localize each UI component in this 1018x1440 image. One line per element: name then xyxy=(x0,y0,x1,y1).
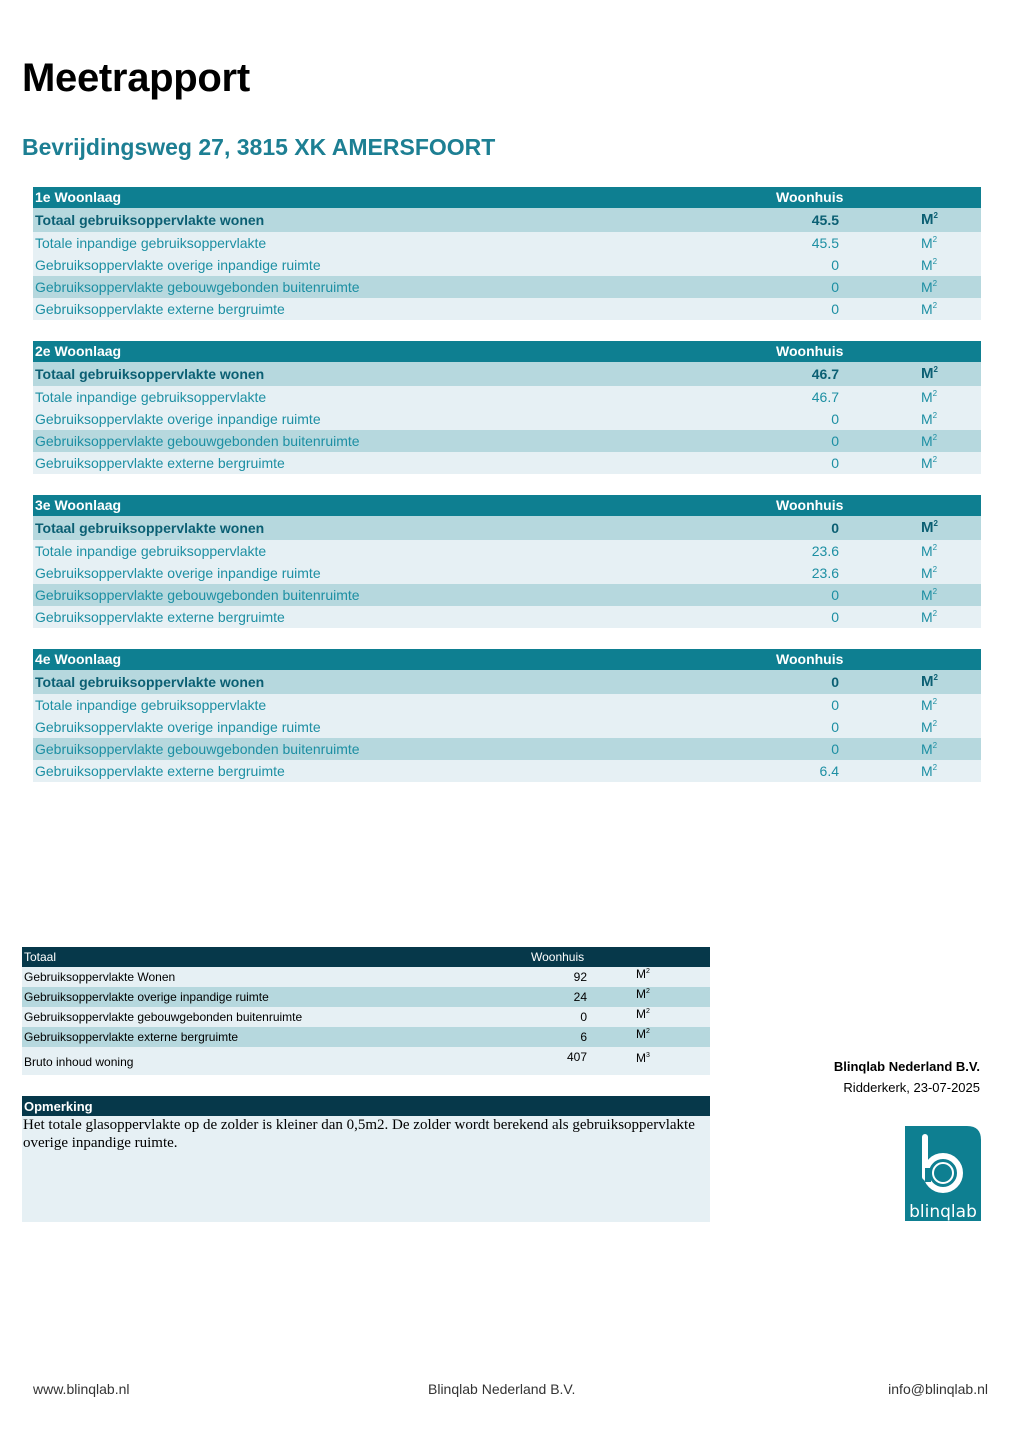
layer-table-3 xyxy=(33,495,981,628)
row-label: Totaal gebruiksoppervlakte wonen xyxy=(35,520,265,536)
row-label: Gebruiksoppervlakte externe bergruimte xyxy=(24,1030,239,1044)
blinqlab-logo-icon xyxy=(905,1126,981,1221)
layer-header xyxy=(33,187,981,208)
row-value: 0 xyxy=(831,741,839,757)
row-value: 0 xyxy=(831,674,839,690)
row-label: Gebruiksoppervlakte overige inpandige ruimte xyxy=(35,565,321,581)
unit-label: $M^2$ xyxy=(921,565,938,581)
layer-title: 3e Woonlaag xyxy=(35,497,122,513)
logo-text: blinqlab xyxy=(909,1202,977,1221)
row-value: 0 xyxy=(831,455,839,471)
row-value: 0 xyxy=(580,1010,587,1024)
layer-table-2 xyxy=(33,341,981,474)
row-label: Gebruiksoppervlakte Wonen xyxy=(24,970,176,984)
address-heading: Bevrijdingsweg 27, 3815 XK AMERSFOORT xyxy=(22,134,496,160)
remark-header: Opmerking xyxy=(22,1096,710,1116)
page-title: Meetrapport xyxy=(22,56,250,100)
row-value: 407 xyxy=(566,1050,587,1064)
row-value: 45.5 xyxy=(811,212,839,228)
unit-label: $M^3$ xyxy=(636,1051,650,1065)
layer-table-4 xyxy=(33,649,981,782)
unit-label: $M^2$ xyxy=(636,967,650,981)
table-row xyxy=(33,298,981,320)
row-label: Gebruiksoppervlakte overige inpandige ruimte xyxy=(35,257,321,273)
unit-label: $M^2$ xyxy=(921,235,938,251)
row-value: 45.5 xyxy=(811,235,839,251)
row-label: Totale inpandige gebruiksoppervlakte xyxy=(35,697,267,713)
unit-label: $M^2$ xyxy=(921,411,938,427)
unit-label: $M^2$ xyxy=(921,763,938,779)
row-value: 0 xyxy=(831,520,839,536)
totaal-header xyxy=(22,947,710,967)
row-value: 0 xyxy=(831,279,839,295)
row-label: Totale inpandige gebruiksoppervlakte xyxy=(35,543,267,559)
row-label: Totaal gebruiksoppervlakte wonen xyxy=(35,674,265,690)
unit-label: $M^2$ xyxy=(921,433,938,449)
table-row xyxy=(33,540,981,562)
row-label: Gebruiksoppervlakte externe bergruimte xyxy=(35,455,285,471)
row-value: 0 xyxy=(831,301,839,317)
row-value: 92 xyxy=(573,970,587,984)
table-row xyxy=(33,232,981,254)
remark-text: Het totale glasoppervlakte op de zolder is kleiner dan 0,5m2. De zolder wordt berekend als gebruiksoppervlakte overige inpandige ruimte. xyxy=(22,1116,710,1222)
row-value: 24 xyxy=(573,990,587,1004)
row-label: Gebruiksoppervlakte overige inpandige ruimte xyxy=(35,719,321,735)
table-row xyxy=(33,716,981,738)
unit-label: $M^2$ xyxy=(921,543,938,559)
row-label: Gebruiksoppervlakte gebouwgebonden buitenruimte xyxy=(35,433,360,449)
layer-title: 2e Woonlaag xyxy=(35,343,122,359)
row-label: Gebruiksoppervlakte externe bergruimte xyxy=(35,763,285,779)
row-label: Gebruiksoppervlakte gebouwgebonden buitenruimte xyxy=(24,1010,303,1024)
table-row xyxy=(33,760,981,782)
table-row xyxy=(33,606,981,628)
column-header: Woonhuis xyxy=(776,343,844,359)
row-value: 0 xyxy=(831,609,839,625)
row-label: Gebruiksoppervlakte externe bergruimte xyxy=(35,609,285,625)
row-value: 0 xyxy=(831,587,839,603)
column-header: Woonhuis xyxy=(776,497,844,513)
remark-section xyxy=(22,1096,710,1222)
table-row xyxy=(33,408,981,430)
unit-label: $M^2$ xyxy=(921,609,938,625)
footer-email-link[interactable]: info@blinqlab.nl xyxy=(888,1381,988,1397)
row-label: Gebruiksoppervlakte overige inpandige ruimte xyxy=(24,990,269,1004)
place-date: Ridderkerk, 23-07-2025 xyxy=(843,1080,980,1095)
row-value: 6.4 xyxy=(819,763,839,779)
totaal-title: Totaal xyxy=(24,950,57,964)
row-value: 23.6 xyxy=(811,565,839,581)
row-value: 6 xyxy=(580,1030,587,1044)
column-header: Woonhuis xyxy=(531,950,585,964)
total-row xyxy=(33,670,981,694)
row-value: 0 xyxy=(831,697,839,713)
layer-table-1 xyxy=(33,187,981,320)
unit-label: $M^2$ xyxy=(921,455,938,471)
row-label: Totaal gebruiksoppervlakte wonen xyxy=(35,366,265,382)
layer-title: 4e Woonlaag xyxy=(35,651,122,667)
row-value: 0 xyxy=(831,411,839,427)
totaal-table xyxy=(22,947,710,1075)
table-row xyxy=(33,562,981,584)
row-value: 0 xyxy=(831,719,839,735)
table-row xyxy=(33,584,981,606)
total-row xyxy=(33,362,981,386)
unit-label: $M^2$ xyxy=(636,1027,650,1041)
table-row xyxy=(33,452,981,474)
footer-company: Blinqlab Nederland B.V. xyxy=(428,1381,576,1397)
row-label: Totale inpandige gebruiksoppervlakte xyxy=(35,235,267,251)
unit-label: $M^2$ xyxy=(921,673,938,690)
table-row xyxy=(33,738,981,760)
row-value: 46.7 xyxy=(811,389,839,405)
table-row xyxy=(22,1007,710,1027)
footer-website-link[interactable]: www.blinqlab.nl xyxy=(33,1381,130,1397)
row-value: 0 xyxy=(831,433,839,449)
unit-label: $M^2$ xyxy=(921,697,938,713)
unit-label: $M^2$ xyxy=(921,741,938,757)
unit-label: $M^2$ xyxy=(921,389,938,405)
unit-label: $M^2$ xyxy=(921,519,938,536)
column-header: Woonhuis xyxy=(776,189,844,205)
table-row xyxy=(33,694,981,716)
unit-label: $M^2$ xyxy=(921,301,938,317)
row-label: Gebruiksoppervlakte gebouwgebonden buitenruimte xyxy=(35,279,360,295)
total-row xyxy=(33,516,981,540)
row-label: Gebruiksoppervlakte externe bergruimte xyxy=(35,301,285,317)
unit-label: $M^2$ xyxy=(921,279,938,295)
unit-label: $M^2$ xyxy=(636,987,650,1001)
unit-label: $M^2$ xyxy=(921,257,938,273)
unit-label: $M^2$ xyxy=(921,365,938,382)
row-label: Totaal gebruiksoppervlakte wonen xyxy=(35,212,265,228)
row-value: 0 xyxy=(831,257,839,273)
unit-label: $M^2$ xyxy=(921,587,938,603)
column-header: Woonhuis xyxy=(776,651,844,667)
row-label: Gebruiksoppervlakte overige inpandige ruimte xyxy=(35,411,321,427)
unit-label: $M^2$ xyxy=(921,211,938,228)
layer-header xyxy=(33,649,981,670)
row-label: Gebruiksoppervlakte gebouwgebonden buitenruimte xyxy=(35,741,360,757)
unit-label: $M^2$ xyxy=(921,719,938,735)
layer-header xyxy=(33,495,981,516)
table-row xyxy=(33,276,981,298)
row-label: Gebruiksoppervlakte gebouwgebonden buitenruimte xyxy=(35,587,360,603)
total-row xyxy=(33,208,981,232)
row-value: 46.7 xyxy=(811,366,839,382)
table-row xyxy=(33,430,981,452)
layer-title: 1e Woonlaag xyxy=(35,189,122,205)
company-block xyxy=(834,1058,980,1100)
company-name: Blinqlab Nederland B.V. xyxy=(833,1059,980,1074)
layer-header xyxy=(33,341,981,362)
table-row xyxy=(22,1027,710,1047)
table-row xyxy=(33,254,981,276)
row-label: Bruto inhoud woning xyxy=(24,1055,134,1069)
table-row xyxy=(22,987,710,1007)
table-row xyxy=(22,1047,710,1075)
row-value: 23.6 xyxy=(811,543,839,559)
table-row xyxy=(22,967,710,987)
table-row xyxy=(33,386,981,408)
row-label: Totale inpandige gebruiksoppervlakte xyxy=(35,389,267,405)
unit-label: $M^2$ xyxy=(636,1007,650,1021)
